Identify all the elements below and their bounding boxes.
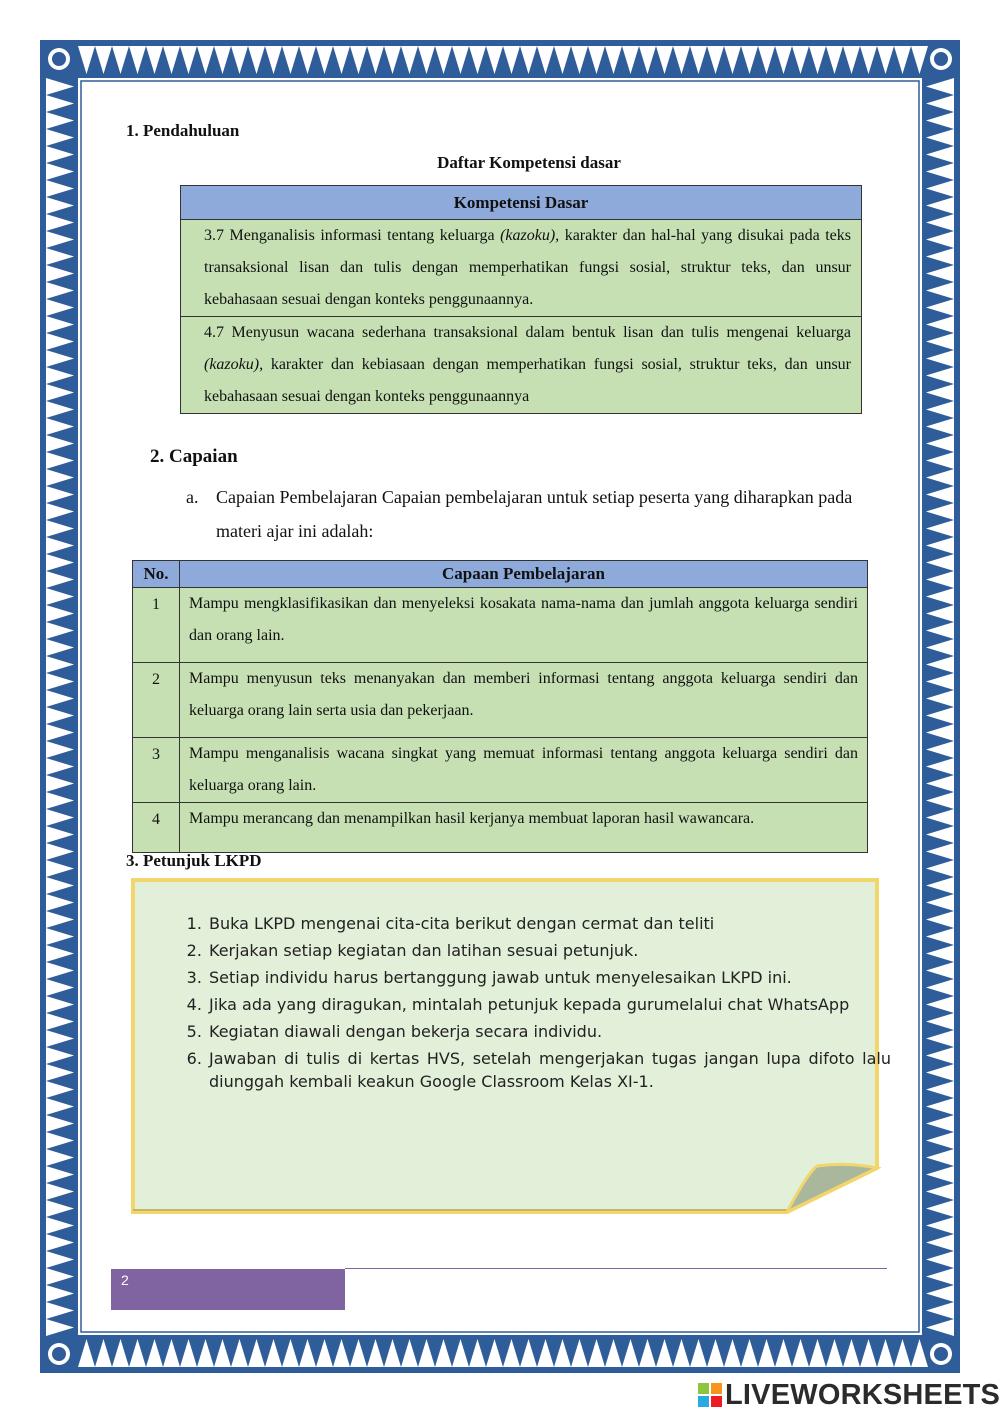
- instruction-list: [177, 912, 891, 1097]
- table-row: 3.7 Menganalisis informasi tentang keluarga (kazoku), karakter dan hal-hal yang disukai pada teks transaksional lisan dan tulis dengan memperhatikan fungsi sosial, struktur teks, dan unsur kebahasaan sesuai dengan konteks penggunaannya.: [181, 220, 862, 317]
- table-row: 2 Mampu menyusun teks menanyakan dan memberi informasi tentang anggota keluarga sendiri dan keluarga orang lain serta usia dan pekerjaan.: [133, 663, 868, 738]
- table-row: 4.7 Menyusun wacana sederhana transaksional dalam bentuk lisan dan tulis mengenai keluarga (kazoku), karakter dan kebiasaan dengan memperhatikan fungsi sosial, struktur teks, dan unsur kebahasaan sesuai dengan konteks penggunaannya: [181, 317, 862, 414]
- table-header: Kompetensi Dasar: [181, 186, 862, 220]
- sub-item-text: Capaian Pembelajaran Capaian pembelajaran untuk setiap peserta yang diharapkan pada materi ajar ini adalah:: [216, 487, 853, 541]
- list-item: 6. Jawaban di tulis di kertas HVS, setelah mengerjakan tugas jangan lupa difoto lalu diunggah kembali keakun Google Classroom Kelas XI-1.: [207, 1047, 891, 1093]
- table-row: 4 Mampu merancang dan menampilkan hasil kerjanya membuat laporan hasil wawancara.: [133, 803, 868, 853]
- page-number: 2: [121, 1272, 129, 1288]
- kompetensi-dasar-table: [180, 185, 862, 414]
- section-heading-petunjuk: 3. Petunjuk LKPD: [126, 851, 262, 870]
- section-heading-capaian: 2. Capaian: [150, 446, 238, 467]
- list-item: 1. Buka LKPD mengenai cita-cita berikut dengan cermat dan teliti: [207, 912, 891, 935]
- section-heading-pendahuluan: 1. Pendahuluan: [126, 121, 240, 140]
- capaian-table: [132, 560, 868, 853]
- liveworksheets-icon: [698, 1383, 722, 1407]
- list-item: 5. Kegiatan diawali dengan bekerja secara individu.: [207, 1020, 891, 1043]
- table-row: 1 Mampu mengklasifikasikan dan menyeleksi kosakata nama-nama dan jumlah anggota keluarga sendiri dan orang lain.: [133, 588, 868, 663]
- table-header-text: Capaan Pembelajaran: [180, 561, 868, 588]
- list-item: 4. Jika ada yang diragukan, mintalah petunjuk kepada gurumelalui chat WhatsApp: [207, 993, 891, 1016]
- liveworksheets-logo[interactable]: [698, 1380, 1000, 1410]
- table-row: 3 Mampu menganalisis wacana singkat yang memuat informasi tentang anggota keluarga sendiri dan keluarga orang lain.: [133, 738, 868, 803]
- list-item: 2. Kerjakan setiap kegiatan dan latihan sesuai petunjuk.: [207, 939, 891, 962]
- footer-bar: [111, 1269, 345, 1310]
- table-header-no: No.: [133, 561, 180, 588]
- footer-rule: [345, 1268, 887, 1269]
- table-caption: Daftar Kompetensi dasar: [437, 153, 621, 172]
- brand-name: LIVEWORKSHEETS: [725, 1378, 1000, 1411]
- list-item: 3. Setiap individu harus bertanggung jawab untuk menyelesaikan LKPD ini.: [207, 966, 891, 989]
- instruction-note: [131, 878, 891, 1212]
- sub-item-label: a.: [186, 487, 199, 507]
